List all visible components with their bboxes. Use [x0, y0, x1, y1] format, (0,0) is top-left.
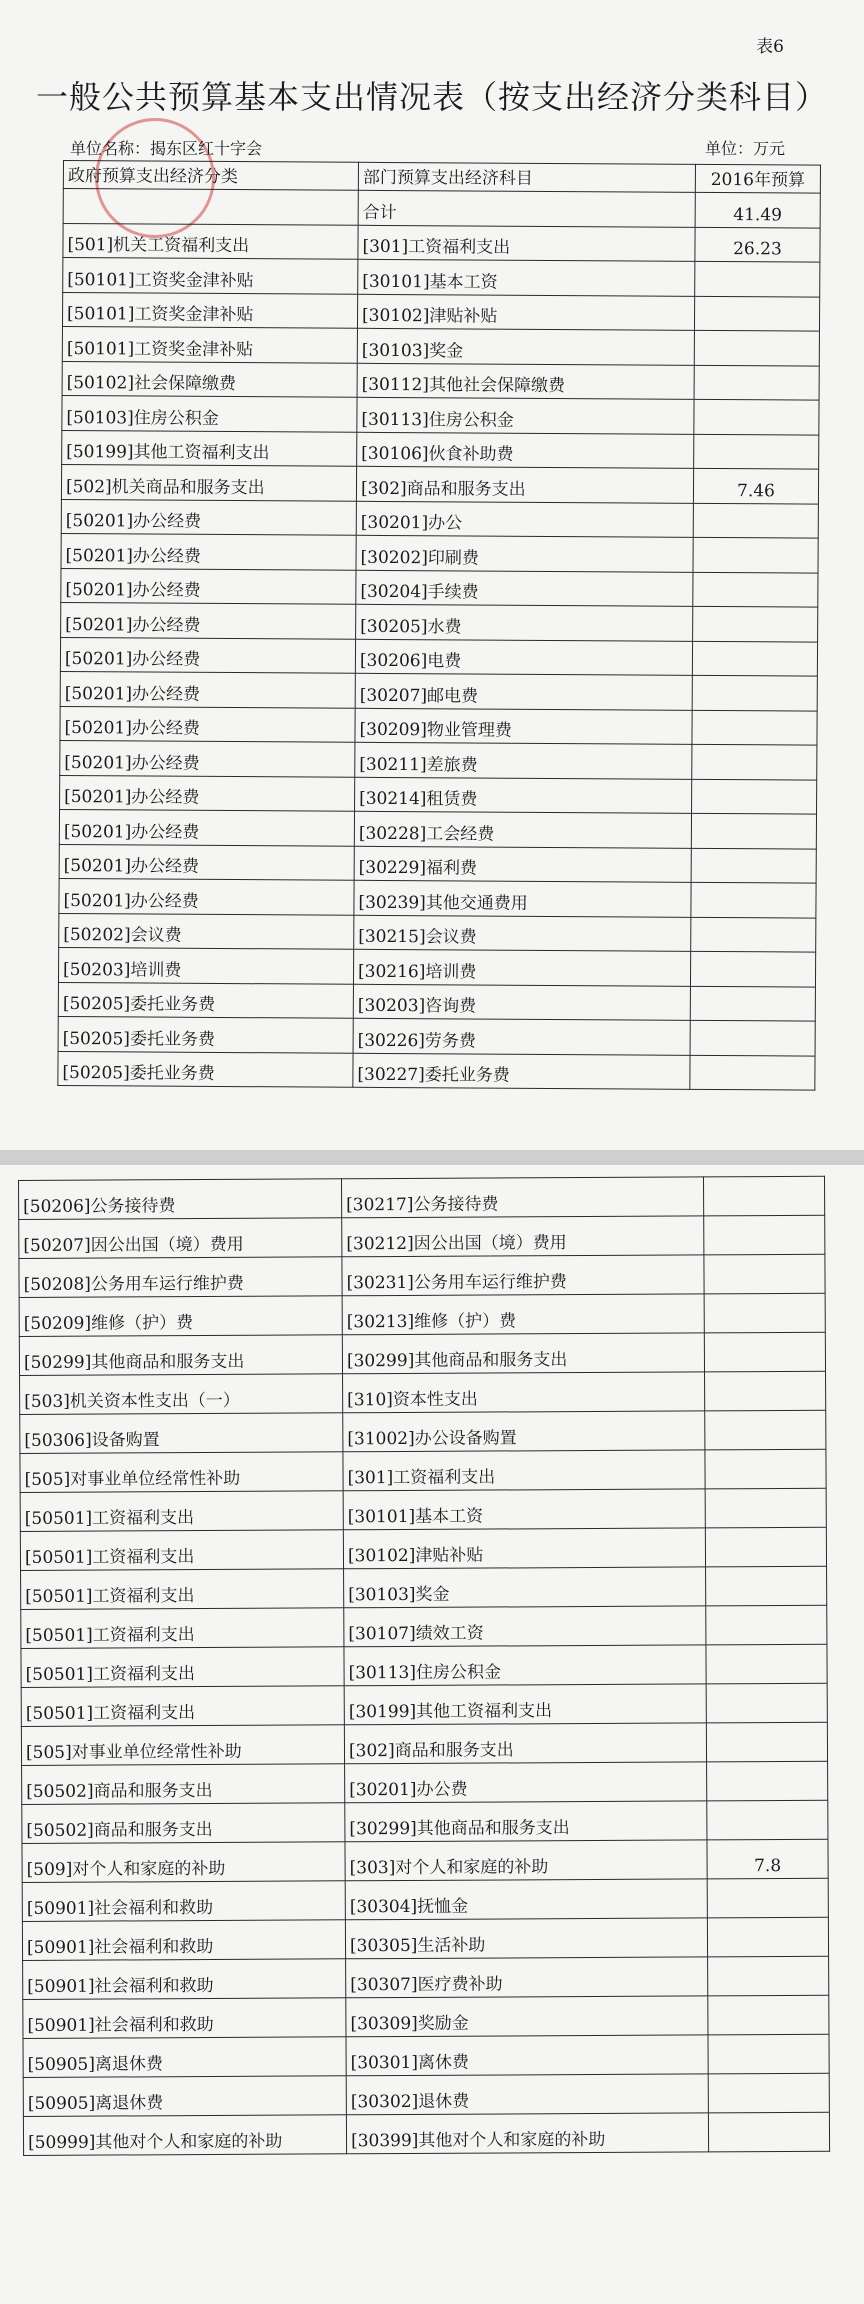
dept-subject-cell: [30206]电费	[355, 639, 692, 676]
table-row	[21, 1722, 827, 1765]
budget-amount-cell	[693, 537, 818, 572]
dept-subject-cell: [30112]其他社会保障缴费	[357, 363, 694, 400]
table-row	[61, 499, 818, 538]
budget-amount-cell	[706, 1683, 827, 1723]
dept-subject-cell: [30213]维修（护）费	[342, 1294, 704, 1335]
gov-category-cell: [50901]社会福利和救助	[22, 1920, 345, 1961]
gov-category-cell: [50201]办公经费	[61, 533, 356, 569]
page-separator	[0, 1150, 864, 1165]
table-row	[62, 430, 819, 469]
gov-category-cell: [50999]其他对个人和家庭的补助	[23, 2115, 346, 2156]
table-row	[60, 706, 817, 745]
gov-category-cell: [50501]工资福利支出	[21, 1647, 344, 1688]
gov-category-cell: [50101]工资奖金津补贴	[63, 258, 358, 294]
table-row	[20, 1488, 826, 1531]
unit-info-row	[70, 136, 785, 160]
total-amount: 41.49	[695, 192, 820, 227]
budget-amount-cell	[707, 1800, 828, 1840]
dept-subject-cell: [30299]其他商品和服务支出	[345, 1801, 707, 1842]
table-row	[58, 982, 815, 1021]
budget-amount-cell: 7.8	[707, 1839, 828, 1879]
total-label: 合计	[358, 190, 695, 227]
budget-amount-cell	[707, 1878, 828, 1918]
dept-subject-cell: [30309]奖励金	[346, 1996, 708, 2037]
dept-subject-cell: [30399]其他对个人和家庭的补助	[346, 2113, 708, 2154]
budget-amount-cell	[705, 1527, 826, 1567]
table-row	[59, 878, 816, 917]
gov-category-cell: [50101]工资奖金津补贴	[62, 326, 357, 362]
gov-category-cell: [50103]住房公积金	[62, 395, 357, 431]
table-row	[59, 844, 816, 883]
currency-unit: 单位：万元	[704, 139, 785, 158]
table-row	[61, 533, 818, 572]
dept-subject-cell: [30202]印刷费	[356, 535, 693, 572]
dept-subject-cell: [303]对个人和家庭的补助	[345, 1840, 707, 1881]
table-row	[59, 809, 816, 848]
table-number: 表6	[756, 37, 784, 57]
budget-amount-cell	[694, 399, 819, 434]
gov-category-cell: [50199]其他工资福利支出	[62, 430, 357, 466]
budget-amount-cell	[690, 1020, 815, 1055]
gov-category-cell: [50501]工资福利支出	[21, 1608, 344, 1649]
gov-category-cell: [503]机关资本性支出（一）	[20, 1374, 343, 1415]
budget-amount-cell	[694, 434, 819, 469]
dept-subject-cell: [30101]基本工资	[343, 1489, 705, 1530]
column-header-budget: 2016年预算	[695, 164, 820, 193]
budget-amount-cell	[707, 1917, 828, 1957]
dept-subject-cell: [310]资本性支出	[343, 1372, 705, 1413]
dept-subject-cell: [30207]邮电费	[355, 673, 692, 710]
gov-category-cell: [50202]会议费	[59, 913, 354, 949]
table-row	[20, 1527, 826, 1570]
dept-subject-cell: [30307]医疗费补助	[346, 1957, 708, 1998]
budget-amount-cell	[691, 813, 816, 848]
dept-subject-cell: [30107]绩效工资	[344, 1606, 706, 1647]
gov-category-cell: [50203]培训费	[58, 947, 353, 983]
gov-category-cell: [50201]办公经费	[61, 499, 356, 535]
dept-subject-cell: [30305]生活补助	[345, 1918, 707, 1959]
budget-amount-cell	[691, 848, 816, 883]
document-page-2	[0, 1165, 864, 2304]
budget-amount-cell	[693, 572, 818, 607]
table-row	[20, 1449, 826, 1492]
total-row	[63, 189, 820, 228]
gov-category-cell: [50205]委托业务费	[58, 1016, 353, 1052]
budget-amount-cell	[694, 296, 819, 331]
dept-subject-cell: [30102]津贴补贴	[343, 1528, 705, 1569]
gov-category-cell: [505]对事业单位经常性补助	[20, 1452, 343, 1493]
budget-amount-cell	[708, 1995, 829, 2035]
gov-category-cell: [50209]维修（护）费	[19, 1296, 342, 1337]
table-row	[22, 1917, 828, 1960]
budget-amount-cell	[695, 261, 820, 296]
budget-amount-cell	[692, 710, 817, 745]
column-header-gov: 政府预算支出经济分类	[63, 161, 358, 191]
table-row	[21, 1683, 827, 1726]
budget-amount-cell	[708, 2112, 829, 2152]
budget-amount-cell	[692, 641, 817, 676]
table-row	[61, 464, 818, 503]
gov-category-cell: [50201]办公经费	[60, 740, 355, 776]
budget-amount-cell	[707, 1761, 828, 1801]
dept-subject-cell: [30231]公务用车运行维护费	[342, 1255, 704, 1296]
budget-amount-cell	[704, 1332, 825, 1372]
table-row	[60, 775, 817, 814]
budget-amount-cell	[691, 917, 816, 952]
gov-category-cell: [50205]委托业务费	[58, 1051, 353, 1087]
gov-category-cell: [50901]社会福利和救助	[23, 1959, 346, 2000]
gov-category-cell: [50901]社会福利和救助	[23, 1998, 346, 2039]
table-row	[19, 1176, 825, 1219]
gov-category-cell: [50306]设备购置	[20, 1413, 343, 1454]
budget-amount-cell	[692, 744, 817, 779]
dept-subject-cell: [30103]奖金	[357, 328, 694, 365]
dept-subject-cell: [30102]津贴补贴	[357, 294, 694, 331]
gov-category-cell: [50206]公务接待费	[19, 1179, 342, 1220]
budget-amount-cell	[690, 951, 815, 986]
dept-subject-cell: [30239]其他交通费用	[354, 880, 691, 917]
table-row	[23, 1956, 829, 1999]
gov-category-cell: [502]机关商品和服务支出	[61, 464, 356, 500]
table-row	[19, 1293, 825, 1336]
gov-category-cell: [50201]办公经费	[59, 878, 354, 914]
dept-subject-cell: [30113]住房公积金	[344, 1645, 706, 1686]
budget-amount-cell	[706, 1566, 827, 1606]
budget-amount-cell	[694, 330, 819, 365]
dept-subject-cell: [30203]咨询费	[353, 984, 690, 1021]
table-row	[23, 2034, 829, 2077]
budget-amount-cell	[706, 1644, 827, 1684]
table-row	[21, 1566, 827, 1609]
gov-category-cell: [50205]委托业务费	[58, 982, 353, 1018]
table-row	[20, 1371, 826, 1414]
dept-subject-cell: [30214]租赁费	[355, 777, 692, 814]
table-row	[58, 1051, 815, 1090]
table-row	[62, 395, 819, 434]
table-row	[23, 2073, 829, 2116]
table-row	[59, 913, 816, 952]
table-row	[61, 602, 818, 641]
dept-subject-cell: [30106]伙食补助费	[357, 432, 694, 469]
dept-subject-cell: [30217]公务接待费	[341, 1177, 703, 1218]
budget-amount-cell: 26.23	[695, 227, 820, 262]
dept-subject-cell: [30101]基本工资	[358, 259, 695, 296]
dept-subject-cell: [30216]培训费	[353, 949, 690, 986]
dept-subject-cell: [30201]办公	[356, 501, 693, 538]
budget-amount-cell	[691, 882, 816, 917]
table-row	[58, 1016, 815, 1055]
budget-amount-cell	[708, 2034, 829, 2074]
gov-category-cell: [50501]工资福利支出	[20, 1491, 343, 1532]
budget-table-page-1	[57, 160, 821, 1091]
gov-category-cell: [50201]办公经费	[61, 568, 356, 604]
dept-subject-cell: [302]商品和服务支出	[356, 466, 693, 503]
gov-category-cell: [50102]社会保障缴费	[62, 361, 357, 397]
budget-amount-cell	[704, 1215, 825, 1255]
gov-category-cell: [501]机关工资福利支出	[63, 223, 358, 259]
budget-amount-cell	[693, 503, 818, 538]
table-row	[19, 1254, 825, 1297]
document-page-1	[0, 0, 864, 1150]
table-row	[60, 637, 817, 676]
table-row	[63, 223, 820, 262]
budget-amount-cell	[692, 779, 817, 814]
dept-subject-cell: [30201]办公费	[345, 1762, 707, 1803]
table-row	[20, 1410, 826, 1453]
dept-subject-cell: [30211]差旅费	[355, 742, 692, 779]
table-row	[19, 1215, 825, 1258]
gov-category-cell: [50201]办公经费	[60, 775, 355, 811]
budget-amount-cell	[705, 1371, 826, 1411]
gov-category-cell: [50201]办公经费	[60, 706, 355, 742]
unit-name: 单位名称：揭东区红十字会	[70, 139, 263, 158]
column-header-dept: 部门预算支出经济科目	[358, 162, 695, 192]
gov-category-cell: [50207]因公出国（境）费用	[19, 1218, 342, 1259]
table-row	[22, 1878, 828, 1921]
budget-amount-cell	[694, 365, 819, 400]
table-row	[19, 1332, 825, 1375]
budget-amount-cell	[704, 1293, 825, 1333]
table-row	[62, 361, 819, 400]
dept-subject-cell: [30204]手续费	[356, 570, 693, 607]
budget-amount-cell	[708, 1956, 829, 1996]
table-row	[62, 292, 819, 331]
dept-subject-cell: [30113]住房公积金	[357, 397, 694, 434]
gov-category-cell: [50901]社会福利和救助	[22, 1881, 345, 1922]
total-empty-cell	[63, 189, 358, 225]
dept-subject-cell: [30302]退休费	[346, 2074, 708, 2115]
table-row	[21, 1605, 827, 1648]
dept-subject-cell: [30229]福利费	[354, 846, 691, 883]
gov-category-cell: [50201]办公经费	[59, 809, 354, 845]
gov-category-cell: [50201]办公经费	[60, 637, 355, 673]
budget-amount-cell	[708, 2073, 829, 2113]
dept-subject-cell: [30301]离休费	[346, 2035, 708, 2076]
table-row	[62, 326, 819, 365]
budget-amount-cell	[693, 606, 818, 641]
table-row	[21, 1644, 827, 1687]
gov-category-cell: [50201]办公经费	[59, 844, 354, 880]
dept-subject-cell: [30304]抚恤金	[345, 1879, 707, 1920]
dept-subject-cell: [30199]其他工资福利支出	[344, 1684, 706, 1725]
dept-subject-cell: [30299]其他商品和服务支出	[342, 1333, 704, 1374]
dept-subject-cell: [302]商品和服务支出	[344, 1723, 706, 1764]
table-row	[60, 740, 817, 779]
gov-category-cell: [50502]商品和服务支出	[22, 1764, 345, 1805]
budget-amount-cell	[704, 1254, 825, 1294]
table-row	[22, 1800, 828, 1843]
dept-subject-cell: [301]工资福利支出	[358, 225, 695, 262]
table-row	[60, 671, 817, 710]
budget-amount-cell	[703, 1176, 824, 1216]
dept-subject-cell: [30212]因公出国（境）费用	[342, 1216, 704, 1257]
gov-category-cell: [50201]办公经费	[61, 602, 356, 638]
dept-subject-cell: [30228]工会经费	[354, 811, 691, 848]
budget-table-page-2	[18, 1176, 830, 2156]
table-row	[58, 947, 815, 986]
budget-amount-cell	[706, 1722, 827, 1762]
dept-subject-cell: [301]工资福利支出	[343, 1450, 705, 1491]
dept-subject-cell: [30215]会议费	[354, 915, 691, 952]
budget-amount-cell	[705, 1488, 826, 1528]
gov-category-cell: [50502]商品和服务支出	[22, 1803, 345, 1844]
gov-category-cell: [50501]工资福利支出	[21, 1686, 344, 1727]
dept-subject-cell: [31002]办公设备购置	[343, 1411, 705, 1452]
gov-category-cell: [50905]离退休费	[23, 2076, 346, 2117]
gov-category-cell: [50208]公务用车运行维护费	[19, 1257, 342, 1298]
budget-amount-cell: 7.46	[693, 468, 818, 503]
gov-category-cell: [50501]工资福利支出	[20, 1530, 343, 1571]
table-row	[22, 1761, 828, 1804]
gov-category-cell: [505]对事业单位经常性补助	[21, 1725, 344, 1766]
table-row	[23, 2112, 829, 2155]
dept-subject-cell: [30103]奖金	[344, 1567, 706, 1608]
budget-amount-cell	[690, 1055, 815, 1090]
budget-amount-cell	[706, 1605, 827, 1645]
dept-subject-cell: [30205]水费	[356, 604, 693, 641]
table-row	[22, 1839, 828, 1882]
budget-amount-cell	[692, 675, 817, 710]
budget-amount-cell	[705, 1449, 826, 1489]
dept-subject-cell: [30209]物业管理费	[355, 708, 692, 745]
gov-category-cell: [509]对个人和家庭的补助	[22, 1842, 345, 1883]
page-title: 一般公共预算基本支出情况表（按支出经济分类科目）	[35, 78, 828, 116]
budget-amount-cell	[690, 986, 815, 1021]
budget-amount-cell	[705, 1410, 826, 1450]
table-row	[63, 258, 820, 297]
gov-category-cell: [50905]离退休费	[23, 2037, 346, 2078]
gov-category-cell: [50101]工资奖金津补贴	[62, 292, 357, 328]
gov-category-cell: [50201]办公经费	[60, 671, 355, 707]
table-row	[23, 1995, 829, 2038]
table-row	[61, 568, 818, 607]
dept-subject-cell: [30227]委托业务费	[353, 1053, 690, 1090]
gov-category-cell: [50501]工资福利支出	[21, 1569, 344, 1610]
dept-subject-cell: [30226]劳务费	[353, 1018, 690, 1055]
gov-category-cell: [50299]其他商品和服务支出	[19, 1335, 342, 1376]
